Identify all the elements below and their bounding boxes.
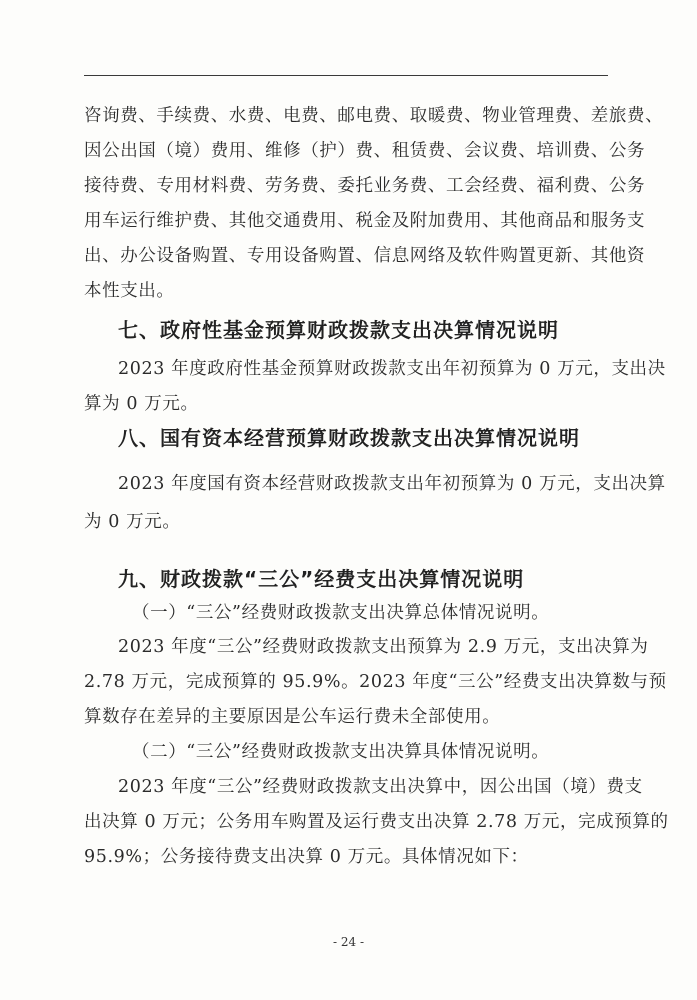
section-9-heading: 九、财政拨款“三公”经费支出决算情况说明 bbox=[118, 567, 525, 591]
body-line: 2023 年度“三公”经费财政拨款支出预算为 2.9 万元，支出决算为 bbox=[118, 637, 649, 657]
header-rule bbox=[84, 75, 608, 76]
body-line: 用车运行维护费、其他交通费用、税金及附加费用、其他商品和服务支 bbox=[84, 211, 646, 231]
body-line: 算为 0 万元。 bbox=[84, 394, 199, 414]
body-line: 2023 年度“三公”经费财政拨款支出决算中，因公出国（境）费支 bbox=[118, 777, 643, 797]
body-line: 为 0 万元。 bbox=[84, 512, 181, 532]
body-line: 因公出国（境）费用、维修（护）费、租赁费、会议费、培训费、公务 bbox=[84, 141, 646, 161]
section-7-heading: 七、政府性基金预算财政拨款支出决算情况说明 bbox=[118, 318, 559, 342]
body-line: 本性支出。 bbox=[84, 281, 175, 301]
body-line: 出决算 0 万元；公务用车购置及运行费支出决算 2.78 万元，完成预算的 bbox=[84, 812, 669, 832]
body-line: 2.78 万元，完成预算的 95.9%。2023 年度“三公”经费支出决算数与预 bbox=[84, 672, 667, 692]
body-line: 2023 年度政府性基金预算财政拨款支出年初预算为 0 万元，支出决 bbox=[118, 359, 666, 379]
section-8-heading: 八、国有资本经营预算财政拨款支出决算情况说明 bbox=[118, 426, 580, 450]
subsection-1-heading: （一）“三公”经费财政拨款支出决算总体情况说明。 bbox=[132, 603, 550, 623]
body-line: 95.9%；公务接待费支出决算 0 万元。具体情况如下： bbox=[84, 847, 529, 867]
body-line: 2023 年度国有资本经营财政拨款支出年初预算为 0 万元，支出决算 bbox=[118, 474, 666, 494]
body-line: 咨询费、手续费、水费、电费、邮电费、取暖费、物业管理费、差旅费、 bbox=[84, 106, 664, 126]
subsection-2-heading: （二）“三公”经费财政拨款支出决算具体情况说明。 bbox=[132, 742, 550, 762]
page-number: - 24 - bbox=[332, 935, 364, 949]
body-line: 出、办公设备购置、专用设备购置、信息网络及软件购置更新、其他资 bbox=[84, 246, 646, 266]
body-line: 接待费、专用材料费、劳务费、委托业务费、工会经费、福利费、公务 bbox=[84, 176, 646, 196]
body-line: 算数存在差异的主要原因是公车运行费未全部使用。 bbox=[84, 707, 501, 727]
